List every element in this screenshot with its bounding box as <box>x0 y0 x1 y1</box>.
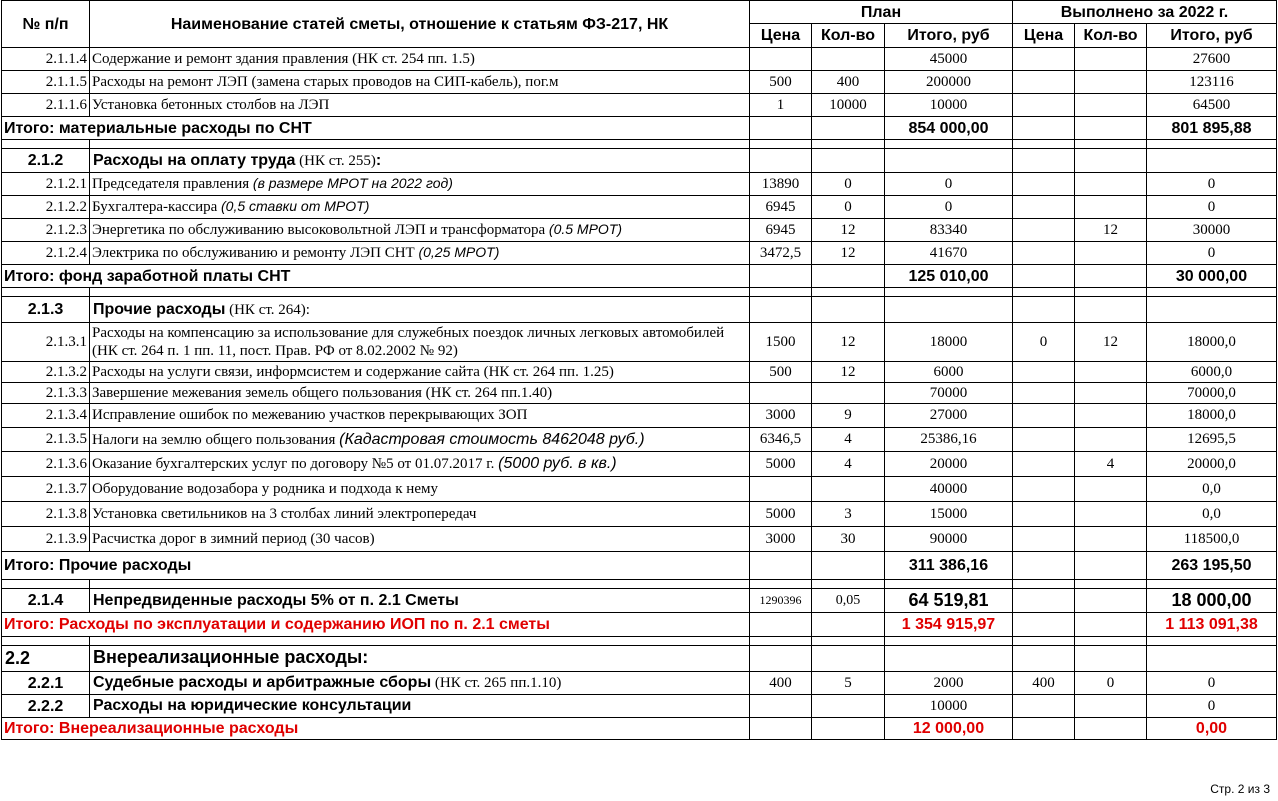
row-name: Расходы на компенсацию за использование для служебных поездок личных легковых автомобилей (НК ст. 264 п. 1 пп. 11, пост. Прав. РФ от 8.02.2002 № 92) <box>90 323 750 362</box>
done-price <box>1013 383 1075 404</box>
plan-price: 6346,5 <box>750 428 812 452</box>
grand-total-label: Итого: Расходы по эксплуатации и содержанию ИОП по п. 2.1 сметы <box>2 613 750 637</box>
row-name: Установка светильников на 3 столбах линий электропередач <box>90 502 750 527</box>
plan-price: 5000 <box>750 452 812 477</box>
section-title: Прочие расходы (НК ст. 264): <box>90 297 750 323</box>
plan-total: 41670 <box>885 242 1013 265</box>
done-price <box>1013 196 1075 219</box>
done-price <box>1013 242 1075 265</box>
row-number: 2.1.2.1 <box>2 173 90 196</box>
plan-total: 15000 <box>885 502 1013 527</box>
plan-total: 27000 <box>885 404 1013 428</box>
header-plan-total: Итого, руб <box>885 24 1013 48</box>
done-qty <box>1075 404 1147 428</box>
done-price <box>1013 477 1075 502</box>
row-number: 2.1.3.1 <box>2 323 90 362</box>
subtotal-label: Итого: фонд заработной платы СНТ <box>2 265 750 288</box>
plan-qty: 0,05 <box>812 589 885 613</box>
plan-qty <box>812 477 885 502</box>
done-qty <box>1075 71 1147 94</box>
plan-price: 6945 <box>750 196 812 219</box>
done-qty <box>1075 196 1147 219</box>
done-qty: 12 <box>1075 323 1147 362</box>
row-name: Расходы на услуги связи, информсистем и содержание сайта (НК ст. 264 пп. 1.25) <box>90 362 750 383</box>
row-name: Энергетика по обслуживанию высоковольтной ЛЭП и трансформатора (0.5 МРОТ) <box>90 219 750 242</box>
plan-qty: 9 <box>812 404 885 428</box>
page-number: Стр. 2 из 3 <box>1210 782 1270 796</box>
table-row <box>2 404 1277 428</box>
row-name: Завершение межевания земель общего пользования (НК ст. 264 пп.1.40) <box>90 383 750 404</box>
table-row <box>2 502 1277 527</box>
plan-total: 0 <box>885 173 1013 196</box>
section-code: 2.1.4 <box>2 589 90 613</box>
table-row <box>2 428 1277 452</box>
plan-qty: 0 <box>812 173 885 196</box>
subtotal-done: 30 000,00 <box>1147 265 1277 288</box>
table-row <box>2 695 1277 718</box>
row-name: Оказание бухгалтерских услуг по договору №5 от 01.07.2017 г. (5000 руб. в кв.) <box>90 452 750 477</box>
header-plan-qty: Кол-во <box>812 24 885 48</box>
done-qty <box>1075 94 1147 117</box>
done-price <box>1013 695 1075 718</box>
done-qty <box>1075 695 1147 718</box>
plan-qty: 400 <box>812 71 885 94</box>
row-number: 2.1.3.9 <box>2 527 90 552</box>
done-qty <box>1075 428 1147 452</box>
row-name: Судебные расходы и арбитражные сборы (НК ст. 265 пп.1.10) <box>90 672 750 695</box>
plan-total: 40000 <box>885 477 1013 502</box>
subtotal-plan: 311 386,16 <box>885 552 1013 580</box>
done-price <box>1013 48 1075 71</box>
plan-qty: 5 <box>812 672 885 695</box>
plan-price: 500 <box>750 362 812 383</box>
done-price: 0 <box>1013 323 1075 362</box>
plan-qty: 4 <box>812 452 885 477</box>
plan-total: 0 <box>885 196 1013 219</box>
row-name: Электрика по обслуживанию и ремонту ЛЭП СНТ (0,25 МРОТ) <box>90 242 750 265</box>
grand-total-label: Итого: Внереализационные расходы <box>2 718 750 740</box>
table-row <box>2 383 1277 404</box>
subtotal-label: Итого: Прочие расходы <box>2 552 750 580</box>
estimate-table <box>1 0 1277 740</box>
done-price <box>1013 94 1075 117</box>
row-name: Налоги на землю общего пользования (Кадастровая стоимость 8462048 руб.) <box>90 428 750 452</box>
done-qty <box>1075 362 1147 383</box>
row-number: 2.1.3.3 <box>2 383 90 404</box>
table-row <box>2 323 1277 362</box>
done-price <box>1013 219 1075 242</box>
header-done-qty: Кол-во <box>1075 24 1147 48</box>
header-plan: План <box>750 1 1013 24</box>
table-row <box>2 477 1277 502</box>
done-total: 20000,0 <box>1147 452 1277 477</box>
row-name: Содержание и ремонт здания правления (НК ст. 254 пп. 1.5) <box>90 48 750 71</box>
done-price <box>1013 527 1075 552</box>
done-qty <box>1075 173 1147 196</box>
header-plan-price: Цена <box>750 24 812 48</box>
table-row <box>2 242 1277 265</box>
section-title: Расходы на оплату труда (НК ст. 255): <box>90 149 750 173</box>
header-item-name: Наименование статей сметы, отношение к статьям ФЗ-217, НК <box>90 1 750 48</box>
plan-price: 3472,5 <box>750 242 812 265</box>
plan-qty <box>812 695 885 718</box>
subtotal-plan: 854 000,00 <box>885 117 1013 140</box>
done-qty: 12 <box>1075 219 1147 242</box>
grand-total-done: 0,00 <box>1147 718 1277 740</box>
row-name: Установка бетонных столбов на ЛЭП <box>90 94 750 117</box>
done-qty <box>1075 527 1147 552</box>
row-name: Исправление ошибок по межеванию участков перекрывающих ЗОП <box>90 404 750 428</box>
table-row <box>2 48 1277 71</box>
section-row <box>2 646 1277 672</box>
grand-total-row <box>2 718 1277 740</box>
table-row <box>2 173 1277 196</box>
row-number: 2.1.2.4 <box>2 242 90 265</box>
plan-qty: 12 <box>812 242 885 265</box>
section-title: Непредвиденные расходы 5% от п. 2.1 Сметы <box>90 589 750 613</box>
done-total: 18 000,00 <box>1147 589 1277 613</box>
subtotal-row <box>2 265 1277 288</box>
spacer-row <box>2 140 1277 149</box>
section-code: 2.1.3 <box>2 297 90 323</box>
subtotal-label: Итого: материальные расходы по СНТ <box>2 117 750 140</box>
done-total: 70000,0 <box>1147 383 1277 404</box>
done-total: 18000,0 <box>1147 404 1277 428</box>
row-number: 2.1.3.7 <box>2 477 90 502</box>
done-qty <box>1075 48 1147 71</box>
row-number: 2.1.3.2 <box>2 362 90 383</box>
section-code: 2.2 <box>2 646 90 672</box>
plan-total: 200000 <box>885 71 1013 94</box>
plan-qty: 12 <box>812 219 885 242</box>
plan-total: 70000 <box>885 383 1013 404</box>
plan-total: 20000 <box>885 452 1013 477</box>
done-total: 118500,0 <box>1147 527 1277 552</box>
done-price <box>1013 452 1075 477</box>
row-name: Расходы на ремонт ЛЭП (замена старых проводов на СИП-кабель), пог.м <box>90 71 750 94</box>
table-row <box>2 452 1277 477</box>
section-title: Внереализационные расходы: <box>90 646 750 672</box>
plan-qty <box>812 48 885 71</box>
plan-total: 25386,16 <box>885 428 1013 452</box>
done-total: 27600 <box>1147 48 1277 71</box>
section-code: 2.1.2 <box>2 149 90 173</box>
plan-total: 10000 <box>885 695 1013 718</box>
plan-qty: 12 <box>812 362 885 383</box>
row-number: 2.1.3.4 <box>2 404 90 428</box>
plan-price <box>750 48 812 71</box>
plan-qty: 0 <box>812 196 885 219</box>
plan-price: 1290396 <box>750 589 812 613</box>
header-done-price: Цена <box>1013 24 1075 48</box>
plan-total: 83340 <box>885 219 1013 242</box>
done-price <box>1013 428 1075 452</box>
plan-price: 13890 <box>750 173 812 196</box>
done-qty <box>1075 477 1147 502</box>
row-name: Оборудование водозабора у родника и подхода к нему <box>90 477 750 502</box>
plan-qty: 30 <box>812 527 885 552</box>
plan-price: 1500 <box>750 323 812 362</box>
plan-price: 3000 <box>750 404 812 428</box>
row-name: Расходы на юридические консультации <box>90 695 750 718</box>
row-number: 2.1.3.5 <box>2 428 90 452</box>
plan-total: 90000 <box>885 527 1013 552</box>
plan-qty: 12 <box>812 323 885 362</box>
plan-qty: 4 <box>812 428 885 452</box>
table-row <box>2 219 1277 242</box>
done-total: 0 <box>1147 173 1277 196</box>
subtotal-done: 801 895,88 <box>1147 117 1277 140</box>
header-done-total: Итого, руб <box>1147 24 1277 48</box>
table-row <box>2 527 1277 552</box>
done-qty: 0 <box>1075 672 1147 695</box>
done-total: 12695,5 <box>1147 428 1277 452</box>
grand-total-plan: 1 354 915,97 <box>885 613 1013 637</box>
done-total: 0 <box>1147 695 1277 718</box>
row-name: Председателя правления (в размере МРОТ на 2022 год) <box>90 173 750 196</box>
header-number: № п/п <box>2 1 90 48</box>
done-total: 18000,0 <box>1147 323 1277 362</box>
row-name: Бухгалтера-кассира (0,5 ставки от МРОТ) <box>90 196 750 219</box>
done-price <box>1013 173 1075 196</box>
section-row <box>2 149 1277 173</box>
done-total: 30000 <box>1147 219 1277 242</box>
row-number: 2.1.2.2 <box>2 196 90 219</box>
grand-total-done: 1 113 091,38 <box>1147 613 1277 637</box>
grand-total-row <box>2 613 1277 637</box>
table-row <box>2 94 1277 117</box>
done-price <box>1013 502 1075 527</box>
table-row <box>2 362 1277 383</box>
plan-qty: 10000 <box>812 94 885 117</box>
done-price <box>1013 404 1075 428</box>
row-number: 2.1.1.6 <box>2 94 90 117</box>
done-price: 400 <box>1013 672 1075 695</box>
plan-price: 3000 <box>750 527 812 552</box>
spacer-row <box>2 637 1277 646</box>
plan-qty <box>812 383 885 404</box>
plan-price <box>750 477 812 502</box>
done-price <box>1013 71 1075 94</box>
done-total: 0,0 <box>1147 477 1277 502</box>
plan-total: 10000 <box>885 94 1013 117</box>
header-done: Выполнено за 2022 г. <box>1013 1 1277 24</box>
plan-price: 500 <box>750 71 812 94</box>
done-qty <box>1075 502 1147 527</box>
plan-total: 45000 <box>885 48 1013 71</box>
done-total: 123116 <box>1147 71 1277 94</box>
plan-qty: 3 <box>812 502 885 527</box>
done-total: 64500 <box>1147 94 1277 117</box>
done-total: 0 <box>1147 672 1277 695</box>
table-row <box>2 672 1277 695</box>
done-qty <box>1075 242 1147 265</box>
subtotal-done: 263 195,50 <box>1147 552 1277 580</box>
plan-price <box>750 695 812 718</box>
grand-total-plan: 12 000,00 <box>885 718 1013 740</box>
row-number: 2.1.1.4 <box>2 48 90 71</box>
plan-price: 1 <box>750 94 812 117</box>
row-number: 2.2.2 <box>2 695 90 718</box>
spacer-row <box>2 288 1277 297</box>
row-number: 2.1.2.3 <box>2 219 90 242</box>
plan-price: 6945 <box>750 219 812 242</box>
done-total: 6000,0 <box>1147 362 1277 383</box>
done-price <box>1013 362 1075 383</box>
row-name: Расчистка дорог в зимний период (30 часов) <box>90 527 750 552</box>
section-row <box>2 297 1277 323</box>
subtotal-row <box>2 552 1277 580</box>
table-row <box>2 196 1277 219</box>
plan-price <box>750 383 812 404</box>
row-number: 2.1.1.5 <box>2 71 90 94</box>
row-number: 2.2.1 <box>2 672 90 695</box>
done-qty: 4 <box>1075 452 1147 477</box>
done-total: 0,0 <box>1147 502 1277 527</box>
subtotal-plan: 125 010,00 <box>885 265 1013 288</box>
row-number: 2.1.3.8 <box>2 502 90 527</box>
done-total: 0 <box>1147 196 1277 219</box>
plan-total: 2000 <box>885 672 1013 695</box>
section-row <box>2 589 1277 613</box>
subtotal-row <box>2 117 1277 140</box>
plan-total: 18000 <box>885 323 1013 362</box>
plan-total: 64 519,81 <box>885 589 1013 613</box>
done-qty <box>1075 383 1147 404</box>
done-total: 0 <box>1147 242 1277 265</box>
plan-price: 400 <box>750 672 812 695</box>
table-row <box>2 71 1277 94</box>
row-number: 2.1.3.6 <box>2 452 90 477</box>
spacer-row <box>2 580 1277 589</box>
plan-price: 5000 <box>750 502 812 527</box>
plan-total: 6000 <box>885 362 1013 383</box>
